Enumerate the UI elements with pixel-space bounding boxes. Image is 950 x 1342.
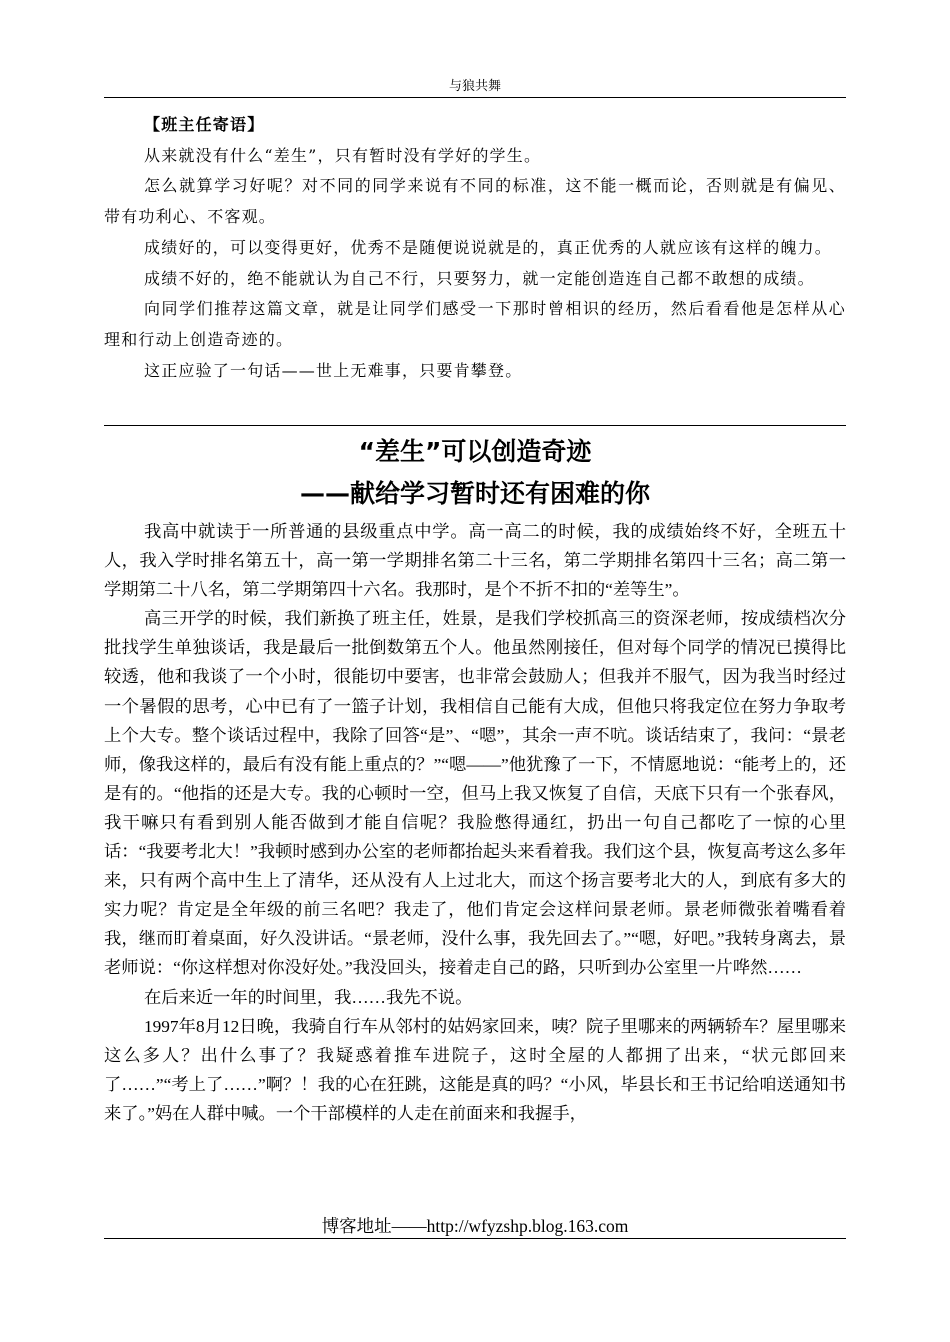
article-body — [104, 517, 846, 1128]
teacher-note-paragraph: 这正应验了一句话——世上无难事，只要肯攀登。 — [144, 360, 523, 380]
article-paragraph: 我高中就读于一所普通的县级重点中学。高一高二的时候，我的成绩始终不好，全班五十人，我入学时排名第五十，高一第一学期排名第二十三名，第二学期排名第四十三名；高二第一学期第二十八名，第二学期第四十六名。我那时，是个不折不扣的“差等生”。 — [104, 522, 846, 600]
teacher-note-paragraph: 向同学们推荐这篇文章，就是让同学们感受一下那时曾相识的经历，然后看看他是怎样从心理和行动上创造奇迹的。 — [104, 299, 846, 349]
article-paragraph: 在后来近一年的时间里，我……我先不说。 — [144, 987, 473, 1007]
teacher-note-paragraph: 成绩不好的，绝不能就认为自己不行，只要努力，就一定能创造连自己都不敢想的成绩。 — [144, 268, 815, 288]
header-rule — [104, 97, 846, 98]
article-paragraph: 高三开学的时候，我们新换了班主任，姓景，是我们学校抓高三的资深老师，按成绩档次分批找学生单独谈话，我是最后一批倒数第五个人。他虽然刚接任，但对每个同学的情况已摸得比较透，他和我谈了一个小时，很能切中要害，也非常会鼓励人；但我并不服气，因为我当时经过一个暑假的思考，心中已有了一篮子计划，我相信自己能有大成，但他只将我定位在努力争取考上个大专。整个谈话过程中，我除了回答“是”、“嗯”，其余一声不吭。谈话结束了，我问：“景老师，像我这样的，最后有没有能上重点的？”“嗯——”他犹豫了一下，不情愿地说：“能考上的，还是有的。“他指的还是大专。我的心顿时一空，但马上我又恢复了自信，天底下只有一个张春风，我干嘛只有看到别人能否做到才能自信呢？我脸憋得通红，扔出一句自己都吃了一惊的心里话：“我要考北大！”我顿时感到办公室的老师都抬起头来看着我。我们这个县，恢复高考这么多年来，只有两个高中生上了清华，还从没有人上过北大，而这个扬言要考北大的人，到底有多大的实力呢？肯定是全年级的前三名吧？我走了，他们肯定会这样问景老师。景老师微张着嘴看着我，继而盯着桌面，好久没讲话。“景老师，没什么事，我先回去了。”“嗯，好吧。”我转身离去，景老师说：“你这样想对你没好处。”我没回头，接着走自己的路，只听到办公室里一片哗然…… — [104, 609, 846, 978]
article-title: “差生”可以创造奇迹 — [358, 437, 592, 466]
note-divider-rule — [104, 425, 846, 426]
page-footer: 博客地址——http://wfyzshp.blog.163.com — [321, 1216, 629, 1236]
teacher-note-heading: 【班主任寄语】 — [144, 115, 265, 134]
page-header: 与狼共舞 — [448, 79, 501, 94]
document-page — [104, 0, 846, 1342]
footer-rule — [104, 1238, 846, 1239]
teacher-note-paragraph: 成绩好的，可以变得更好，优秀不是随便说说就是的，真正优秀的人就应该有这样的魄力。 — [144, 237, 833, 257]
teacher-note — [104, 110, 846, 386]
teacher-note-paragraph: 怎么就算学习好呢？对不同的同学来说有不同的标准，这不能一概而论，否则就是有偏见、带有功利心、不客观。 — [104, 176, 846, 227]
teacher-note-paragraph: 从来就没有什么“差生”，只有暂时没有学好的学生。 — [144, 145, 542, 165]
article-paragraph: 1997年8月12日晚，我骑自行车从邻村的姑妈家回来，咦？院子里哪来的两辆轿车？屋里哪来这么多人？出什么事了？我疑惑着推车进院子，这时全屋的人都拥了出来，“状元郎回来了……”“考上了……”啊？！我的心在狂跳，这能是真的吗？“小风，毕县长和王书记给咱送通知书来了。”妈在人群中喊。一个干部模样的人走在前面来和我握手， — [104, 1016, 846, 1123]
article-subtitle: ——献给学习暂时还有困难的你 — [299, 479, 650, 508]
